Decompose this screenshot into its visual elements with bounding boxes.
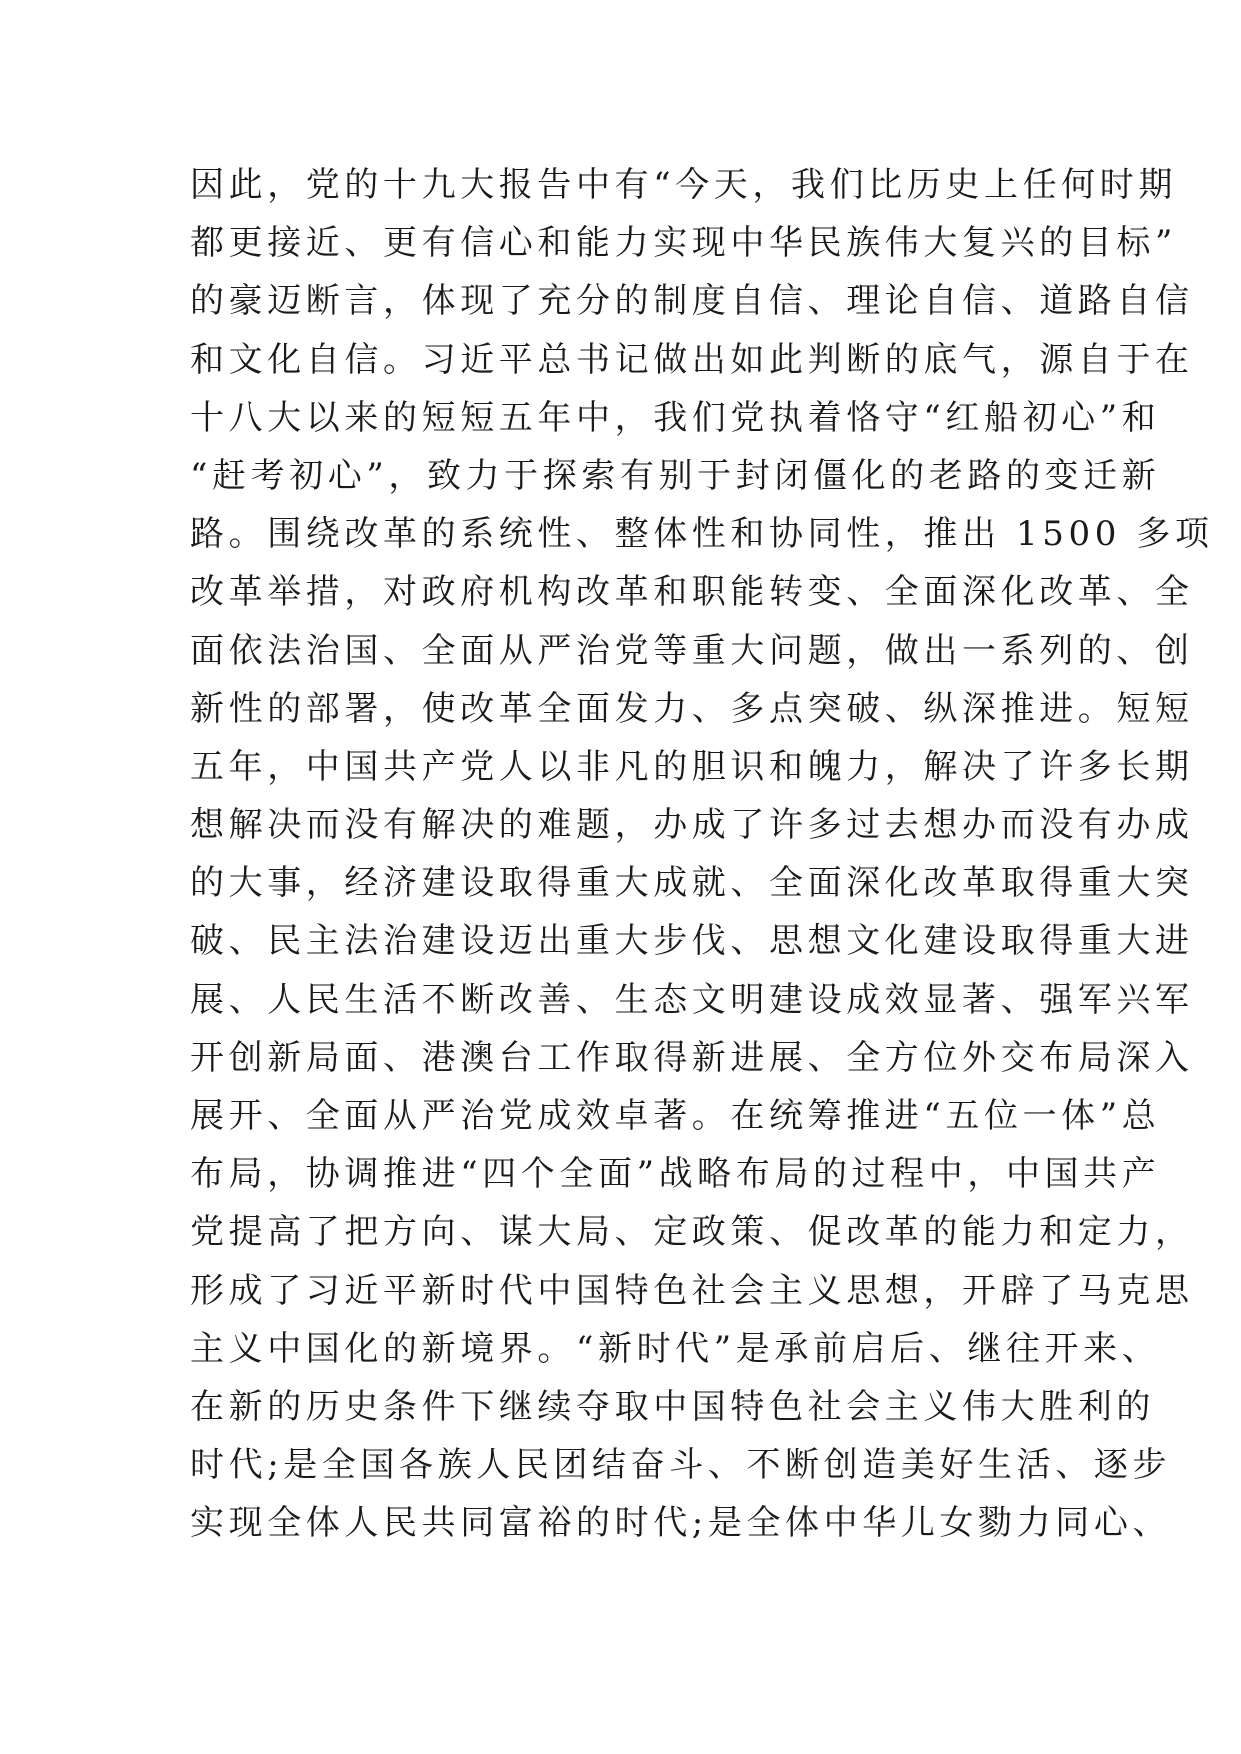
text-line: “赶考初心”，致力于探索有别于封闭僵化的老路的变迁新 — [190, 455, 1161, 496]
text-line: 和文化自信。习近平总书记做出如此判断的底气，源自于在 — [190, 339, 1194, 380]
text-line: 布局，协调推进“四个全面”战略布局的过程中，中国共产 — [190, 1154, 1161, 1195]
text-line: 新性的部署，使改革全面发力、多点突破、纵深推进。短短 — [190, 688, 1194, 729]
text-line: 的大事，经济建设取得重大成就、全面深化改革取得重大突 — [190, 863, 1194, 904]
text-line: 改革举措，对政府机构改革和职能转变、全面深化改革、全 — [190, 572, 1194, 613]
text-line: 开创新局面、港澳台工作取得新进展、全方位外交布局深入 — [190, 1037, 1194, 1078]
text-line: 十八大以来的短短五年中，我们党执着恪守“红船初心”和 — [190, 397, 1161, 438]
text-line: 实现全体人民共同富裕的时代;是全体中华儿女勠力同心、 — [190, 1503, 1172, 1544]
text-line: 五年，中国共产党人以非凡的胆识和魄力，解决了许多长期 — [190, 746, 1194, 787]
text-line: 在新的历史条件下继续夺取中国特色社会主义伟大胜利的 — [190, 1386, 1155, 1427]
text-line: 想解决而没有解决的难题，办成了许多过去想办而没有办成 — [190, 805, 1194, 846]
text-line: 形成了习近平新时代中国特色社会主义思想，开辟了马克思 — [190, 1270, 1194, 1311]
text-line: 破、民主法治建设迈出重大步伐、思想文化建设取得重大进 — [190, 921, 1194, 962]
text-line: 党提高了把方向、谋大局、定政策、促改革的能力和定力， — [190, 1212, 1194, 1253]
text-line: 面依法治国、全面从严治党等重大问题，做出一系列的、创 — [190, 630, 1194, 671]
text-line: 展开、全面从严治党成效卓著。在统筹推进“五位一体”总 — [190, 1096, 1161, 1136]
text-line: 路。围绕改革的系统性、整体性和协同性，推出 1500 多项 — [190, 514, 1214, 555]
text-line: 的豪迈断言，体现了充分的制度自信、理论自信、道路自信 — [190, 281, 1194, 322]
text-line: 都更接近、更有信心和能力实现中华民族伟大复兴的目标” — [190, 223, 1177, 264]
text-line: 主义中国化的新境界。“新时代”是承前启后、继往开来、 — [190, 1328, 1161, 1369]
text-line: 因此，党的十九大报告中有“今天，我们比历史上任何时期 — [190, 165, 1177, 205]
text-line: 时代;是全国各族人民团结奋斗、不断创造美好生活、逐步 — [190, 1445, 1172, 1486]
text-line: 展、人民生活不断改善、生态文明建设成效显著、强军兴军 — [190, 979, 1194, 1020]
body-paragraph — [190, 156, 1214, 1553]
